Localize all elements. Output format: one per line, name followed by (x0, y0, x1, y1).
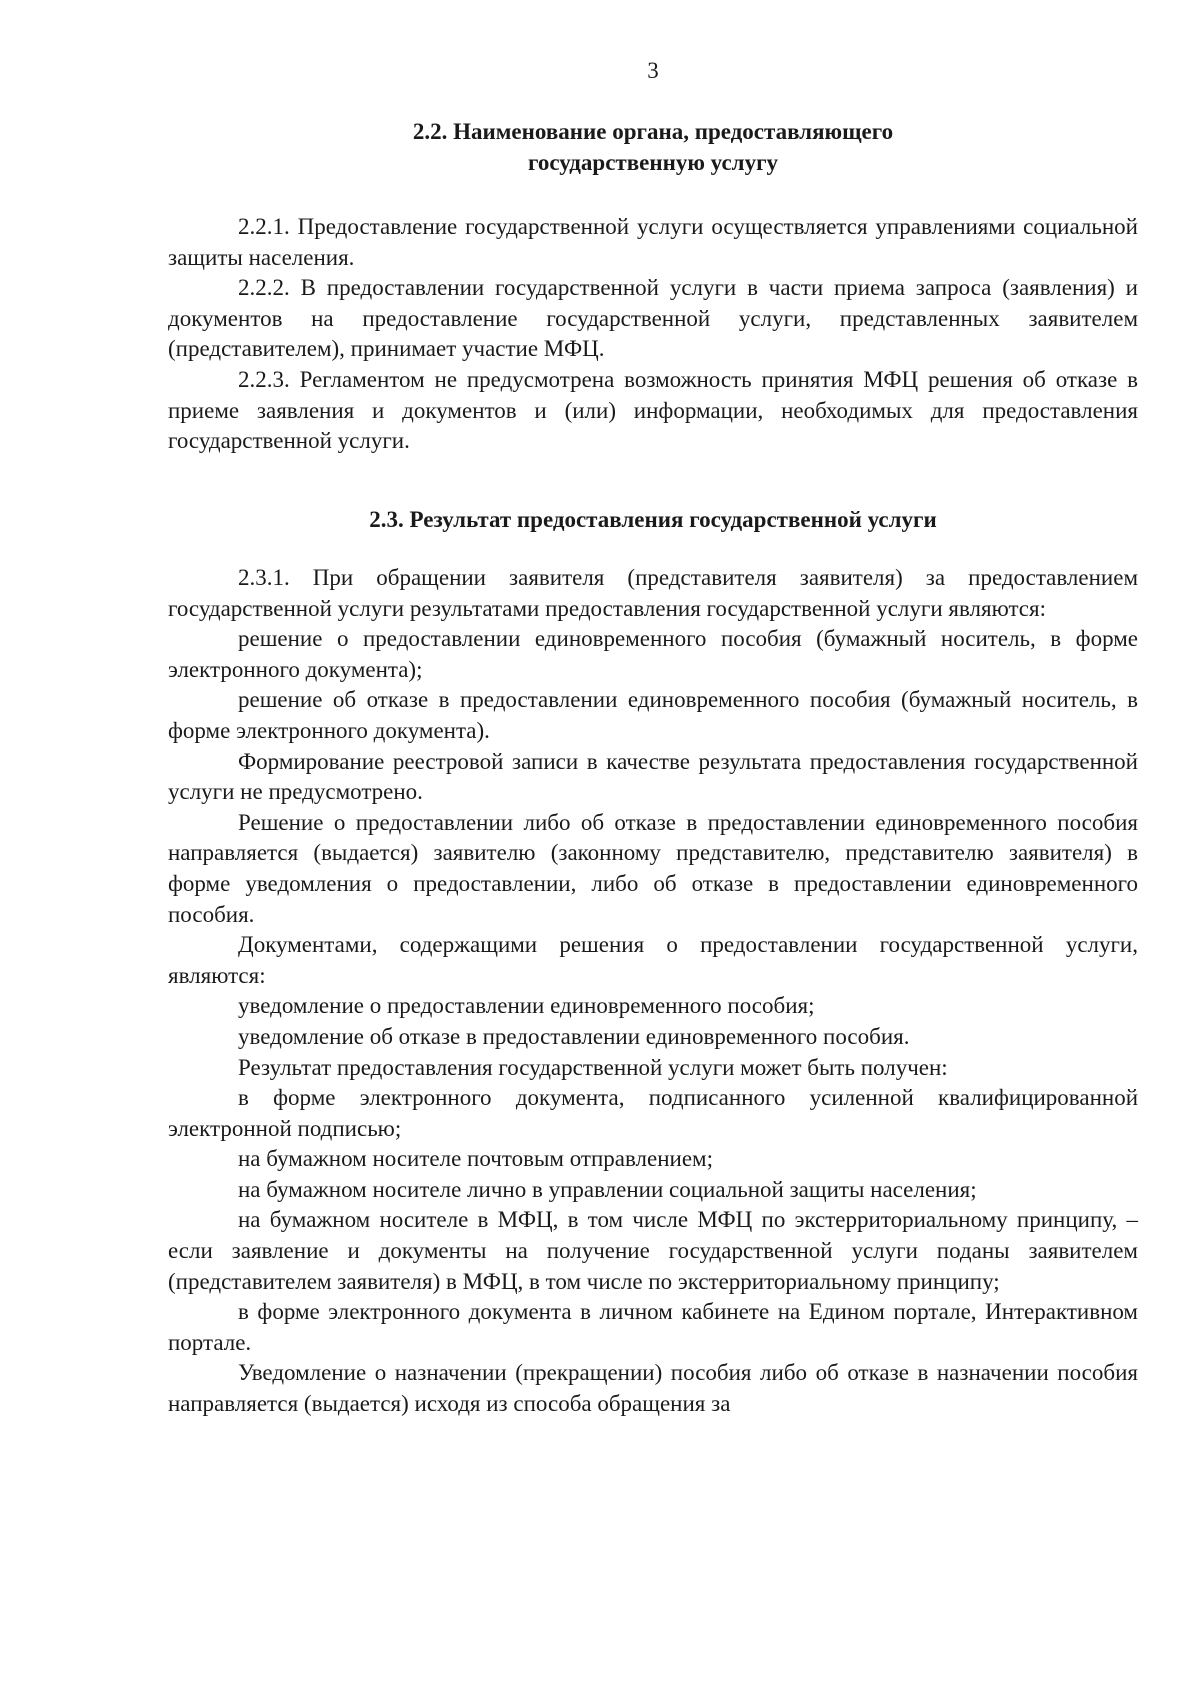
paragraph-item: в форме электронного документа, подписанного усиленной квалифицированной электронной подписью; (168, 1085, 1138, 1141)
paragraph-item: уведомление об отказе в предоставлении единовременного пособия. (238, 1023, 910, 1049)
paragraph-2-2-1: 2.2.1. Предоставление государственной услуги осуществляется управлениями социальной защиты населения. (168, 214, 1138, 270)
paragraph-item: Документами, содержащими решения о предоставлении государственной услуги, являются: (168, 932, 1138, 988)
paragraph-item: решение о предоставлении единовременного пособия (бумажный носитель, в форме электронного документа); (168, 626, 1138, 682)
section-heading-2-2-line2: государственную услугу (527, 149, 779, 175)
paragraph-item: в форме электронного документа в личном кабинете на Едином портале, Интерактивном портале. (168, 1299, 1138, 1355)
paragraph-item: Результат предоставления государственной услуги может быть получен: (238, 1054, 948, 1080)
paragraph-2-2-2: 2.2.2. В предоставлении государственной услуги в части приема запроса (заявления) и документов на предоставление государственной услуги, представленных заявителем (представителем), принимает участие МФЦ. (168, 275, 1138, 362)
paragraph-item: решение об отказе в предоставлении единовременного пособия (бумажный носитель, в форме электронного документа). (168, 687, 1138, 743)
page-number: 3 (647, 58, 659, 83)
section-heading-2-2 (168, 117, 1138, 178)
paragraph-item: Решение о предоставлении либо об отказе в предоставлении единовременного пособия направляется (выдается) заявителю (законному представителю, представителю заявителя) в форме уведомления о предоставлении, либо об отказе в предоставлении единовременного пособия. (168, 809, 1138, 927)
section-heading-2-2-line1: 2.2. Наименование органа, предоставляющего (412, 119, 894, 144)
paragraph-item: уведомление о предоставлении единовременного пособия; (238, 993, 815, 1019)
section-heading-2-3: 2.3. Результат предоставления государственной услуги (369, 507, 937, 532)
paragraph-item: на бумажном носителе в МФЦ, в том числе МФЦ по экстерриториальному принципу, – если заявление и документы на получение государственной услуги поданы заявителем (представителем заявителя) в МФЦ, в том числе по экстерриториальному принципу; (168, 1207, 1138, 1294)
paragraph-2-3-1: 2.3.1. При обращении заявителя (представителя заявителя) за предоставлением государственной услуги результатами предоставления государственной услуги являются: (168, 565, 1138, 621)
section-2-3-body (168, 563, 1138, 1420)
paragraph-2-2-3: 2.2.3. Регламентом не предусмотрена возможность принятия МФЦ решения об отказе в приеме заявления и документов и (или) информации, необходимых для предоставления государственной услуги. (168, 366, 1138, 454)
paragraph-item: на бумажном носителе лично в управлении социальной защиты населения; (238, 1176, 977, 1202)
section-2-2-body (168, 212, 1138, 457)
paragraph-item: Уведомление о назначении (прекращении) пособия либо об отказе в назначении пособия направляется (выдается) исходя из способа обращения за (168, 1360, 1138, 1417)
paragraph-item: на бумажном носителе почтовым отправлением; (238, 1146, 713, 1172)
paragraph-item: Формирование реестровой записи в качестве результата предоставления государственной услуги не предусмотрено. (168, 748, 1138, 805)
